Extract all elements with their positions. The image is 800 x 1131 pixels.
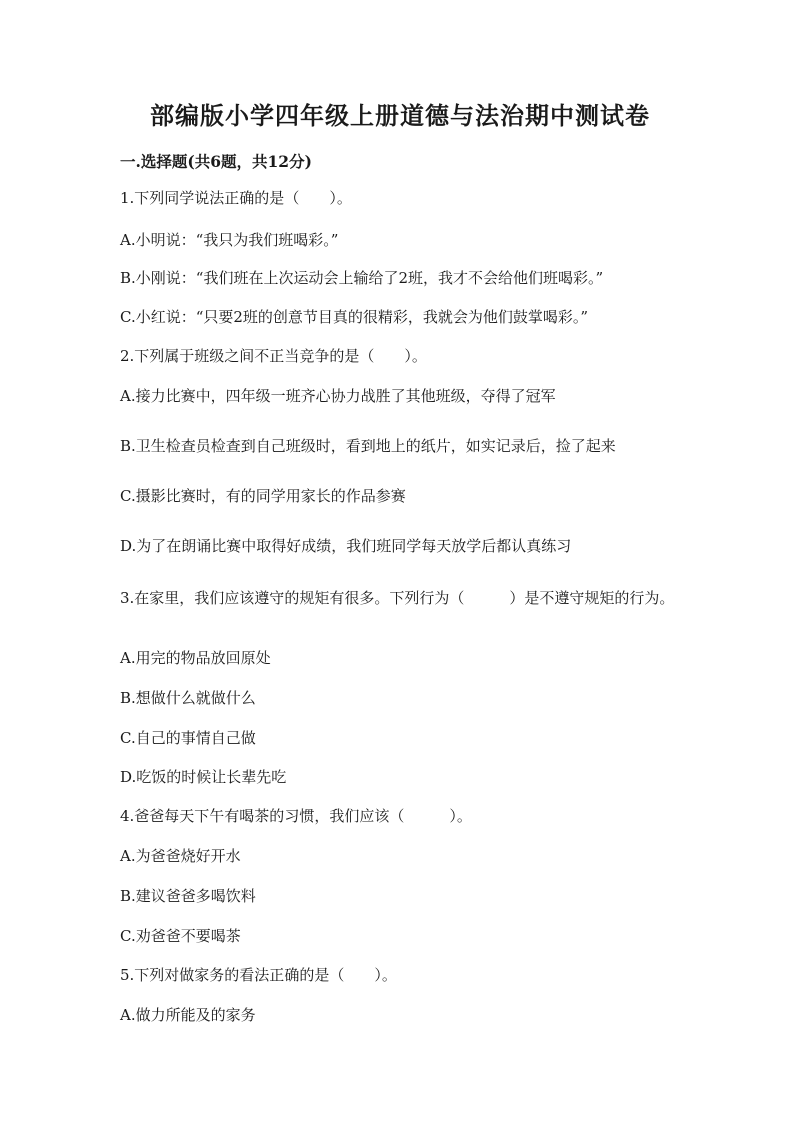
question-3-stem: 3.在家里，我们应该遵守的规矩有很多。下列行为（ ）是不遵守规矩的行为。 xyxy=(120,589,675,607)
question-4-stem: 4.爸爸每天下午有喝茶的习惯，我们应该（ ）。 xyxy=(120,807,472,825)
question-5-option-a: A.做力所能及的家务 xyxy=(120,1006,256,1024)
question-4-option-a: A.为爸爸烧好开水 xyxy=(120,847,241,865)
question-1-stem: 1.下列同学说法正确的是（ ）。 xyxy=(120,189,352,207)
question-3-option-a: A.用完的物品放回原处 xyxy=(120,649,271,667)
question-3-option-d: D.吃饭的时候让长辈先吃 xyxy=(120,768,287,786)
question-5-stem: 5.下列对做家务的看法正确的是（ ）。 xyxy=(120,966,397,984)
section-heading: 一.选择题(共6题，共12分) xyxy=(120,152,312,171)
question-1-option-a: A.小明说：“我只为我们班喝彩。” xyxy=(120,231,339,249)
question-4-option-b: B.建议爸爸多喝饮料 xyxy=(120,887,256,905)
document-title: 部编版小学四年级上册道德与法治期中测试卷 xyxy=(150,101,650,130)
question-3-option-b: B.想做什么就做什么 xyxy=(120,689,256,707)
question-2-option-c: C.摄影比赛时，有的同学用家长的作品参赛 xyxy=(120,487,406,505)
question-4-option-c: C.劝爸爸不要喝茶 xyxy=(120,927,241,945)
question-2-option-d: D.为了在朗诵比赛中取得好成绩，我们班同学每天放学后都认真练习 xyxy=(120,537,572,555)
question-1-option-b: B.小刚说：“我们班在上次运动会上输给了2班，我才不会给他们班喝彩。” xyxy=(120,269,604,287)
question-2-option-b: B.卫生检查员检查到自己班级时，看到地上的纸片，如实记录后，捡了起来 xyxy=(120,437,616,455)
question-2-stem: 2.下列属于班级之间不正当竞争的是（ ）。 xyxy=(120,347,427,365)
question-1-option-c: C.小红说：“只要2班的创意节目真的很精彩，我就会为他们鼓掌喝彩。” xyxy=(120,308,589,326)
question-2-option-a: A.接力比赛中，四年级一班齐心协力战胜了其他班级，夺得了冠军 xyxy=(120,387,556,405)
question-3-option-c: C.自己的事情自己做 xyxy=(120,729,256,747)
